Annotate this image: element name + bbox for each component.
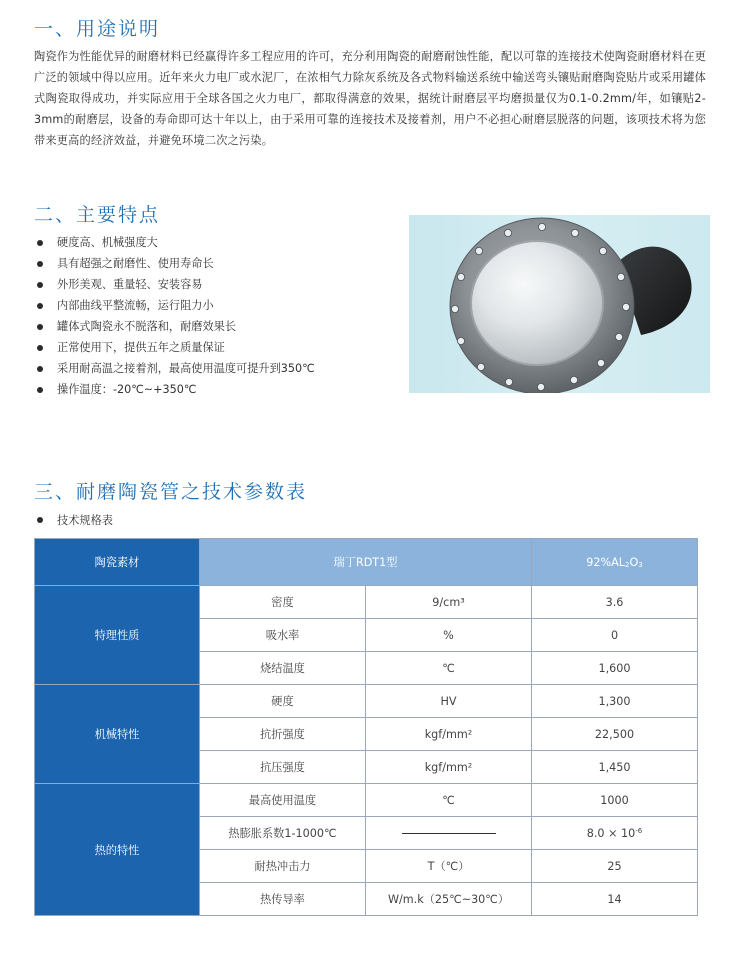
row-name: 抗压强度 <box>200 751 366 784</box>
table-header-row <box>35 539 698 586</box>
feature-text: 罐体式陶瓷永不脱落和，耐磨效果长 <box>57 320 237 333</box>
bullet-icon <box>37 366 43 372</box>
row-unit: kgf/mm² <box>366 718 532 751</box>
row-unit: kgf/mm² <box>366 751 532 784</box>
row-value: 1,450 <box>532 751 698 784</box>
row-unit <box>366 817 532 850</box>
group-thermal: 热的特性 <box>35 784 200 916</box>
group-mechanical: 机械特性 <box>35 685 200 784</box>
feature-text: 操作温度：-20℃~+350℃ <box>57 383 197 396</box>
feature-item <box>34 232 315 253</box>
feature-text: 具有超强之耐磨性、使用寿命长 <box>57 257 214 270</box>
bullet-icon <box>37 261 43 267</box>
section-title-usage: 一、用途说明 <box>34 18 161 40</box>
spec-label <box>34 512 113 528</box>
ceramic-elbow-image <box>409 215 710 393</box>
row-value: 1000 <box>532 784 698 817</box>
row-value: 3.6 <box>532 586 698 619</box>
feature-text: 正常使用下，提供五年之质量保证 <box>57 341 225 354</box>
value-exp: -6 <box>635 826 643 835</box>
header-material: 陶瓷素材 <box>35 539 200 586</box>
row-unit: % <box>366 619 532 652</box>
spec-table <box>34 538 698 916</box>
bullet-icon <box>37 324 43 330</box>
row-value <box>532 817 698 850</box>
bullet-icon <box>37 303 43 309</box>
group-physical: 特理性质 <box>35 586 200 685</box>
row-unit: HV <box>366 685 532 718</box>
grade-sub1: 2 <box>625 560 630 569</box>
bullet-icon <box>37 240 43 246</box>
section-title-features: 二、主要特点 <box>34 204 161 226</box>
row-name: 热膨胀系数1-1000℃ <box>200 817 366 850</box>
bullet-icon <box>37 282 43 288</box>
row-unit: W/m.k（25℃~30℃） <box>366 883 532 916</box>
feature-item <box>34 337 315 358</box>
row-unit: ℃ <box>366 784 532 817</box>
row-name: 密度 <box>200 586 366 619</box>
bullet-icon <box>37 517 43 523</box>
intro-paragraph: 陶瓷作为性能优异的耐磨材料已经赢得许多工程应用的许可，充分利用陶瓷的耐磨耐蚀性能，配以可靠的连接技术使陶瓷耐磨材料在更广泛的领域中得以应用。近年来火力电厂或水泥厂，在浓相气力除灰系统及各式物料输送系统中输送弯头镶贴耐磨陶瓷贴片或采用罐体式陶瓷取得成功，并实际应用于全球各国之火力电厂，都取得满意的效果，据统计耐磨层平均磨损量仅为0.1-0.2mm/年，如镶贴2-3mm的耐磨层，设备的寿命即可达十年以上，由于采用可靠的连接技术及接着剂，用户不必担心耐磨层脱落的问题，该项技术将为您带来更高的经济效益，并避免环境二次之污染。 <box>34 50 706 147</box>
feature-text: 采用耐高温之接着剂，最高使用温度可提升到350℃ <box>57 362 315 375</box>
value-base: 8.0 × 10 <box>586 826 636 840</box>
row-value: 0 <box>532 619 698 652</box>
feature-text: 外形美观、重量轻、安装容易 <box>57 278 203 291</box>
feature-item <box>34 295 315 316</box>
feature-item <box>34 316 315 337</box>
spec-label-text: 技术规格表 <box>57 514 113 527</box>
row-value: 25 <box>532 850 698 883</box>
feature-item <box>34 358 315 379</box>
table-row <box>35 586 698 619</box>
bullet-icon <box>37 387 43 393</box>
row-name: 烧结温度 <box>200 652 366 685</box>
header-model: 瑞丁RDT1型 <box>200 539 532 586</box>
row-unit: T（℃） <box>366 850 532 883</box>
table-row <box>35 685 698 718</box>
section-title-params: 三、耐磨陶瓷管之技术参数表 <box>34 481 308 503</box>
row-name: 硬度 <box>200 685 366 718</box>
feature-item <box>34 253 315 274</box>
row-unit: 9/cm³ <box>366 586 532 619</box>
row-value: 1,600 <box>532 652 698 685</box>
table-row <box>35 784 698 817</box>
row-value: 22,500 <box>532 718 698 751</box>
row-name: 抗折强度 <box>200 718 366 751</box>
feature-list <box>34 232 315 400</box>
row-name: 最高使用温度 <box>200 784 366 817</box>
grade-sub2: 3 <box>638 560 643 569</box>
row-value: 14 <box>532 883 698 916</box>
row-name: 热传导率 <box>200 883 366 916</box>
header-grade <box>532 539 698 586</box>
feature-item <box>34 379 315 400</box>
product-photo <box>409 215 710 393</box>
bullet-icon <box>37 345 43 351</box>
grade-mid: O <box>629 555 639 569</box>
grade-prefix: 92%AL <box>586 555 625 569</box>
feature-text: 内部曲线平整流畅，运行阻力小 <box>57 299 214 312</box>
row-value: 1,300 <box>532 685 698 718</box>
dash-line <box>402 833 496 834</box>
feature-text: 硬度高、机械强度大 <box>57 236 158 249</box>
feature-item <box>34 274 315 295</box>
row-unit: ℃ <box>366 652 532 685</box>
row-name: 吸水率 <box>200 619 366 652</box>
row-name: 耐热冲击力 <box>200 850 366 883</box>
